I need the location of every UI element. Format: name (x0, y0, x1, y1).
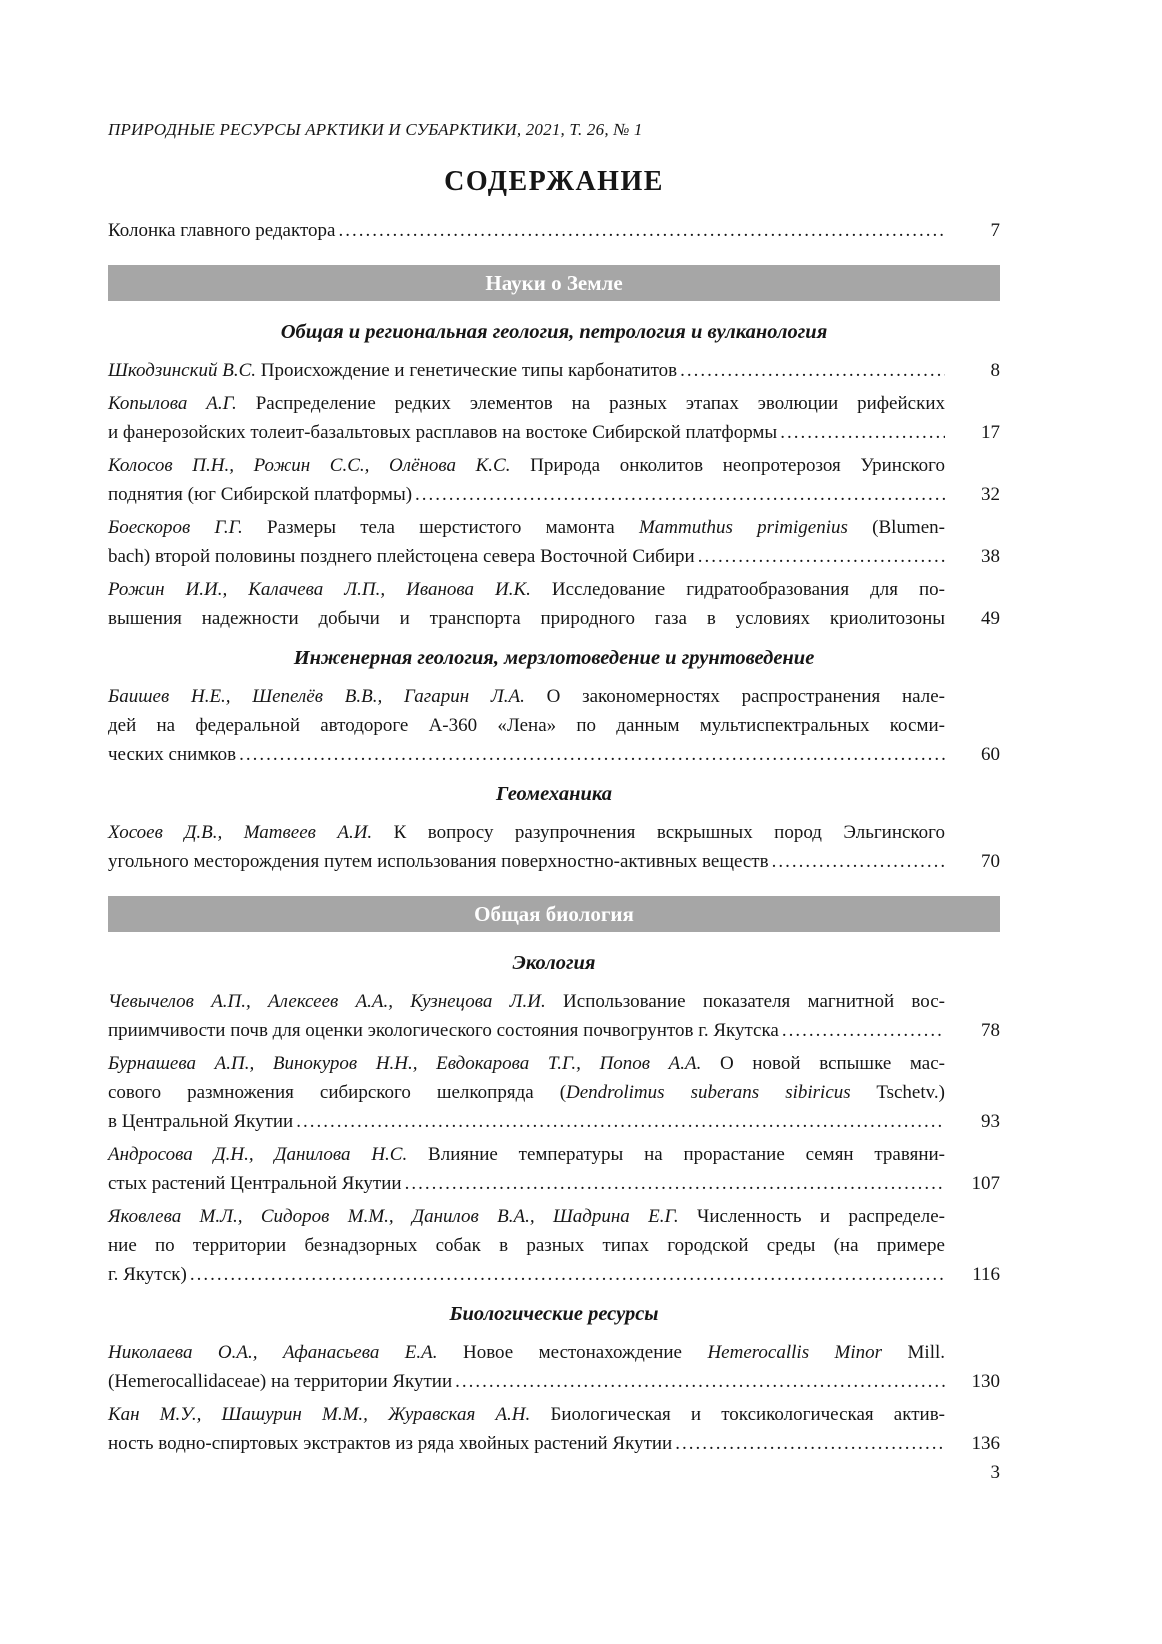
entry-page-number: 70 (981, 851, 1000, 872)
section-banner: Науки о Земле (108, 265, 1000, 301)
section-banner: Общая биология (108, 896, 1000, 932)
subsection-heading: Общая и региональная геология, петрология и вулканология (280, 321, 828, 343)
dot-leader (695, 542, 945, 571)
entry-text: Кан М.У., Шашурин М.М., Журавская А.Н. Биологическая и токсикологическая актив- (108, 1404, 945, 1425)
toc-entry (108, 1400, 1000, 1458)
entry-line (108, 1202, 1000, 1231)
entry-text: вышения надежности добычи и транспорта природного газа в условиях криолитозоны (108, 608, 945, 629)
toc-entry (108, 1140, 1000, 1198)
toc-entry (108, 1338, 1000, 1396)
entry-line (108, 847, 1000, 876)
entry-text: ческих снимков (108, 744, 237, 765)
entry-text: Шкодзинский В.С. Происхождение и генетические типы карбонатитов (108, 360, 678, 381)
entry-line (108, 711, 1000, 740)
entry-text: приимчивости почв для оценки экологического состояния почвогрунтов г. Якутска (108, 1020, 779, 1041)
toc-entry (108, 451, 1000, 509)
entry-page-number: 107 (971, 1173, 1000, 1194)
page-title: СОДЕРЖАНИЕ (444, 166, 664, 197)
entry-text: ность водно-спиртовых экстрактов из ряда хвойных растений Якутии (108, 1433, 673, 1454)
entry-line (108, 682, 1000, 711)
entry-text: ние по территории безнадзорных собак в разных типах городской среды (на примере (108, 1235, 945, 1256)
entry-text: Хосоев Д.В., Матвеев А.И. К вопросу разупрочнения вскрышных пород Эльгинского (108, 822, 946, 843)
entry-page-number: 93 (981, 1111, 1000, 1132)
entry-text: угольного месторождения путем использования поверхностно-активных веществ (108, 851, 769, 872)
dot-leader (187, 1260, 945, 1289)
dot-leader (677, 356, 945, 385)
folio-page-number: 3 (990, 1462, 1000, 1483)
dot-leader (779, 1016, 945, 1045)
entry-text: bach) второй половины позднего плейстоцена севера Восточной Сибири (108, 546, 695, 567)
dot-leader (236, 740, 945, 769)
entry-line (108, 987, 1000, 1016)
entry-text: Баишев Н.Е., Шепелёв В.В., Гагарин Л.А. О закономерностях распространения нале- (108, 686, 945, 707)
entry-line (108, 356, 1000, 385)
dot-leader (293, 1107, 945, 1136)
entry-page-number: 60 (981, 744, 1000, 765)
entry-line (108, 575, 1000, 604)
entry-page-number: 130 (971, 1371, 1000, 1392)
dot-leader (335, 216, 945, 245)
entry-text: в Центральной Якутии (108, 1111, 294, 1132)
entry-line (108, 604, 1000, 633)
entry-text: Бурнашева А.П., Винокуров Н.Н., Евдокарова Т.Г., Попов А.А. О новой вспышке мас- (108, 1053, 945, 1074)
toc-entry (108, 575, 1000, 633)
entry-text: Андросова Д.Н., Данилова Н.С. Влияние температуры на прорастание семян травяни- (108, 1144, 945, 1165)
toc-entry (108, 513, 1000, 571)
entry-text: стых растений Центральной Якутии (108, 1173, 402, 1194)
entry-page-number: 7 (990, 220, 1000, 241)
dot-leader (412, 480, 945, 509)
toc-sections (108, 216, 1000, 1458)
entry-line (108, 1169, 1000, 1198)
entry-text: (Hemerocallidaceae) на территории Якутии (108, 1371, 453, 1392)
journal-header: ПРИРОДНЫЕ РЕСУРСЫ АРКТИКИ И СУБАРКТИКИ, 2021, Т. 26, № 1 (108, 120, 643, 139)
entry-page-number: 49 (981, 608, 1000, 629)
entry-line (108, 1140, 1000, 1169)
entry-line (108, 1367, 1000, 1396)
toc-entry (108, 1049, 1000, 1136)
entry-line (108, 1260, 1000, 1289)
toc-entry (108, 389, 1000, 447)
dot-leader (769, 847, 945, 876)
entry-text: дей на федеральной автодороге А-360 «Лена» по данным мультиспектральных косми- (108, 715, 945, 736)
entry-page-number: 8 (990, 360, 1000, 381)
entry-page-number: 38 (981, 546, 1000, 567)
subsection-heading: Геомеханика (495, 783, 613, 805)
entry-text: Колосов П.Н., Рожин С.С., Олёнова К.С. Природа онколитов неопротерозоя Уринского (108, 455, 945, 476)
entry-line (108, 1107, 1000, 1136)
dot-leader (777, 418, 945, 447)
entry-line (108, 1231, 1000, 1260)
entry-text: Рожин И.И., Калачева Л.П., Иванова И.К. Исследование гидратообразования для по- (108, 579, 945, 600)
entry-line (108, 1016, 1000, 1045)
entry-text: и фанерозойских толеит-базальтовых расплавов на востоке Сибирской платформы (108, 422, 778, 443)
entry-line (108, 418, 1000, 447)
entry-line (108, 542, 1000, 571)
entry-line (108, 1049, 1000, 1078)
toc-entry (108, 216, 1000, 245)
entry-text: Боескоров Г.Г. Размеры тела шерстистого мамонта Mammuthus primigenius (Blumen- (108, 517, 945, 538)
subsection-heading: Биологические ресурсы (449, 1303, 659, 1325)
entry-line (108, 480, 1000, 509)
entry-line (108, 513, 1000, 542)
entry-line (108, 451, 1000, 480)
subsection-heading: Инженерная геология, мерзлотоведение и грунтоведение (293, 647, 815, 669)
entry-line (108, 389, 1000, 418)
entry-line (108, 1429, 1000, 1458)
entry-text: Чевычелов А.П., Алексеев А.А., Кузнецова Л.И. Использование показателя магнитной вос- (108, 991, 945, 1012)
entry-text: поднятия (юг Сибирской платформы) (108, 484, 413, 505)
entry-line (108, 216, 1000, 245)
entry-line (108, 1338, 1000, 1367)
entry-text: Николаева О.А., Афанасьева Е.А. Новое местонахождение Hemerocallis Minor Mill. (108, 1342, 945, 1363)
dot-leader (672, 1429, 945, 1458)
toc-entry (108, 1202, 1000, 1289)
toc-entry (108, 818, 1000, 876)
entry-line (108, 818, 1000, 847)
toc-entry (108, 682, 1000, 769)
entry-text: Копылова А.Г. Распределение редких элементов на разных этапах эволюции рифейских (108, 393, 945, 414)
dot-leader (452, 1367, 945, 1396)
entry-text: Яковлева М.Л., Сидоров М.М., Данилов В.А., Шадрина Е.Г. Численность и распределе- (108, 1206, 945, 1227)
entry-line (108, 1078, 1000, 1107)
entry-line (108, 1400, 1000, 1429)
entry-text: г. Якутск) (108, 1264, 187, 1285)
entry-text: сового размножения сибирского шелкопряда (Dendrolimus suberans sibiricus Tschetv.) (108, 1082, 945, 1103)
subsection-heading: Экология (512, 952, 596, 974)
entry-page-number: 78 (981, 1020, 1000, 1041)
toc-entry (108, 356, 1000, 385)
entry-page-number: 136 (971, 1433, 1000, 1454)
entry-line (108, 740, 1000, 769)
entry-text: Колонка главного редактора (108, 220, 336, 241)
entry-page-number: 32 (981, 484, 1000, 505)
entry-page-number: 116 (972, 1264, 1000, 1285)
dot-leader (402, 1169, 945, 1198)
entry-page-number: 17 (981, 422, 1000, 443)
toc-entry (108, 987, 1000, 1045)
